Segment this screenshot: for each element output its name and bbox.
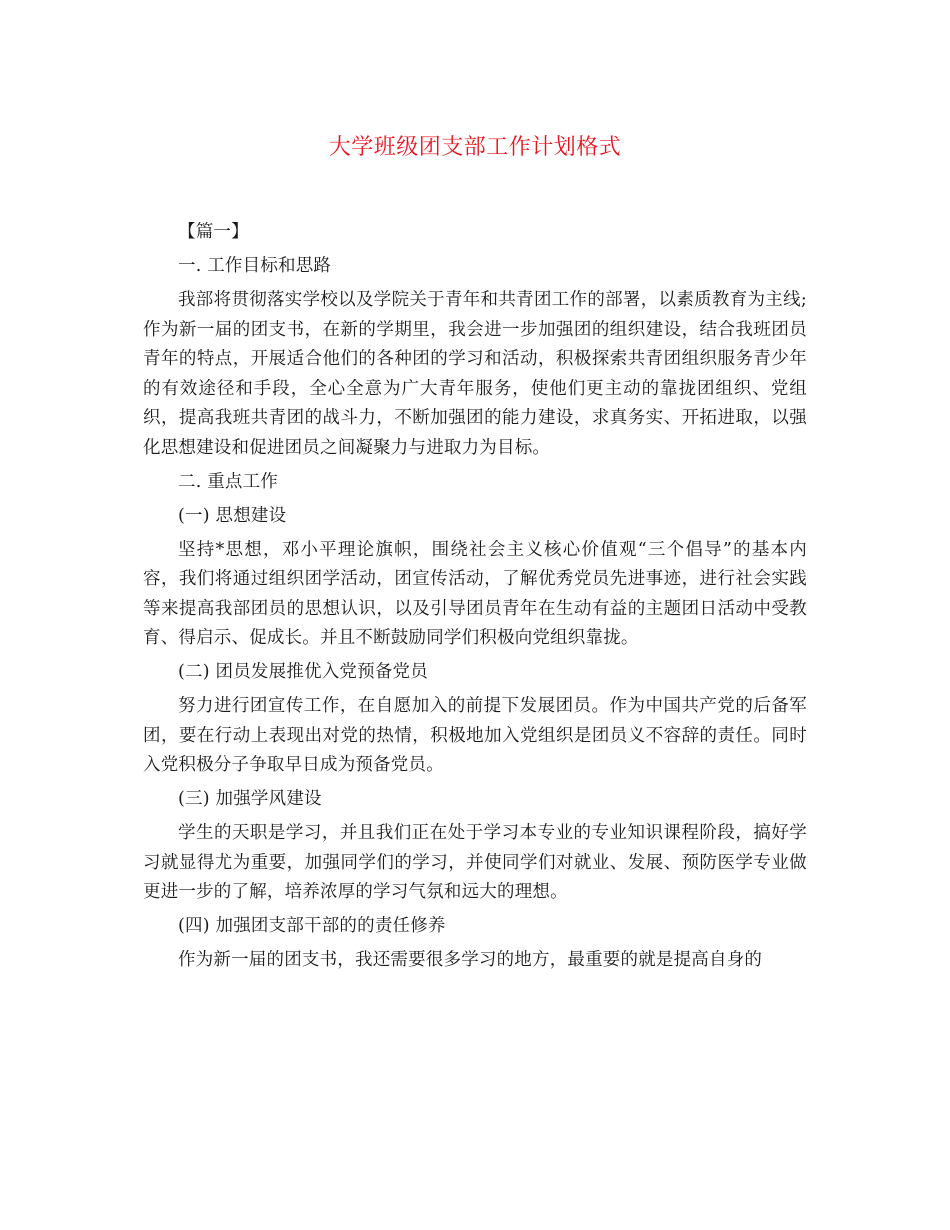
subheading-member-development: (二) 团员发展推优入党预备党员 [178, 662, 428, 682]
subheading-study-style: (三) 加强学风建设 [178, 789, 322, 809]
paragraph-study-style: 学生的天职是学习，并且我们正在处于学习本专业的专业知识课程阶段，搞好学习就显得尤为重要，加强同学们的学习，并使同学们对就业、发展、预防医学专业做更进一步的了解，培养浓厚的学习气氛和远大的理想。 [143, 823, 807, 902]
section-heading-part-one: 【篇一】 [178, 222, 249, 242]
document-title: 大学班级团支部工作计划格式 [328, 135, 622, 160]
paragraph-ideology: 坚持*思想，邓小平理论旗帜，围绕社会主义核心价值观“三个倡导”的基本内容，我们将通过组织团学活动，团宣传活动，了解优秀党员先进事迹，进行社会实践等来提高我部团员的思想认识，以及引导团员青年在生动有益的主题团日活动中受教育、得启示、促成长。并且不断鼓励同学们积极向党组织靠拢。 [143, 539, 807, 648]
heading-goals: 一. 工作目标和思路 [178, 256, 332, 276]
subheading-cadre-responsibility: (四) 加强团支部干部的的责任修养 [178, 916, 446, 936]
subheading-ideology: (一) 思想建设 [178, 505, 287, 526]
paragraph-member-development: 努力进行团宣传工作，在自愿加入的前提下发展团员。作为中国共产党的后备军团，要在行动上表现出对党的热情，积极地加入党组织是团员义不容辞的责任。同时入党积极分子争取早日成为预备党员。 [143, 696, 807, 775]
paragraph-goals: 我部将贯彻落实学校以及学院关于青年和共青团工作的部署，以素质教育为主线;作为新一届的团支书，在新的学期里，我会进一步加强团的组织建设，结合我班团员青年的特点，开展适合他们的各种团的学习和活动，积极探索共青团组织服务青少年的有效途径和手段，全心全意为广大青年服务，使他们更主动的靠拢团组织、党组织，提高我班共青团的战斗力，不断加强团的能力建设，求真务实、开拓进取，以强化思想建设和促进团员之间凝聚力与进取力为目标。 [143, 290, 807, 458]
paragraph-cadre-responsibility: 作为新一届的团支书，我还需要很多学习的地方，最重要的就是提高自身的 [178, 950, 763, 970]
heading-key-work: 二. 重点工作 [178, 471, 279, 492]
document-body [143, 218, 807, 980]
